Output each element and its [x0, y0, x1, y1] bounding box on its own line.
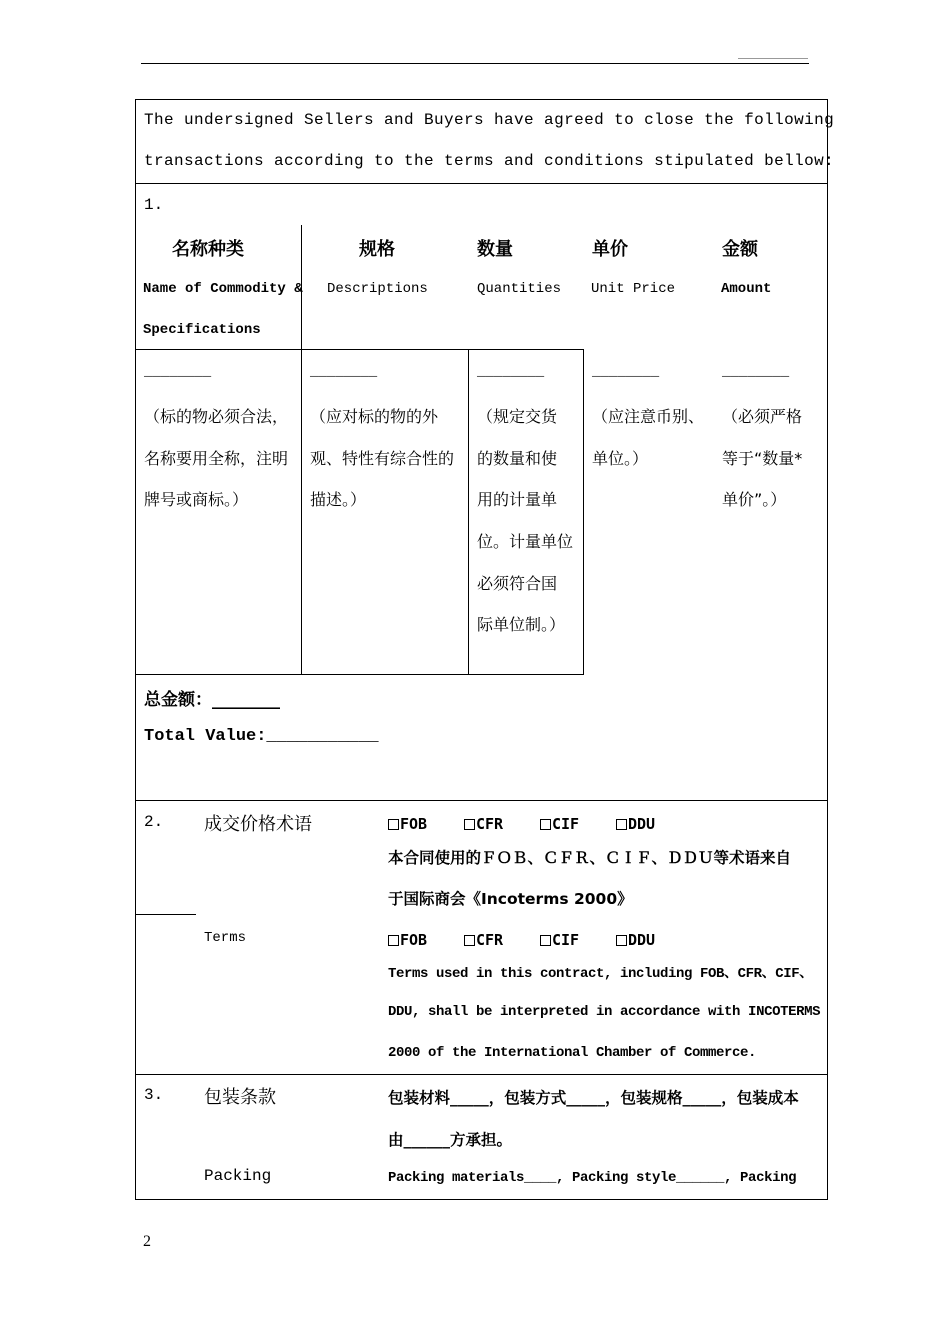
grid-v2: [468, 349, 469, 674]
header-en-descriptions: Descriptions: [327, 281, 428, 297]
total-value-en[interactable]: Total Value:___________: [144, 727, 379, 746]
header-en-amount: Amount: [721, 281, 772, 297]
checkbox-cif-en[interactable]: CIF: [540, 931, 579, 949]
section2-en-line-2: DDU, shall be interpreted in accordance with INCOTERMS: [388, 1004, 821, 1020]
page-number: 2: [143, 1233, 151, 1250]
section2-number: 2.: [144, 813, 164, 831]
note-quantity-3: 用的计量单: [477, 490, 558, 509]
note-commodity-2: 名称要用全称，注明: [144, 449, 289, 468]
section1-number: 1.: [144, 196, 164, 214]
note-specs-1: （应对标的物的外: [310, 407, 439, 426]
divider-section2: [135, 800, 828, 801]
header-accent-rule: [738, 58, 808, 59]
blank-specs[interactable]: ________: [310, 364, 378, 380]
note-quantity-1: （规定交货: [477, 407, 558, 426]
header-zh-specs: 规格: [359, 239, 395, 260]
note-quantity-5: 必须符合国: [477, 574, 558, 593]
checkbox-icon: [464, 935, 475, 946]
checkbox-fob-en[interactable]: FOB: [388, 931, 427, 949]
note-specs-3: 描述。）: [310, 490, 367, 509]
section3-title-zh: 包装条款: [204, 1087, 276, 1108]
section2-short-rule: [135, 914, 196, 915]
section2-en-line-3: 2000 of the International Chamber of Commerce.: [388, 1045, 757, 1061]
grid-v3: [583, 349, 584, 674]
header-zh-amount: 金额: [722, 239, 758, 260]
section3-zh-line-1: 包装材料_____，包装方式_____，包装规格_____，包装成本: [388, 1089, 799, 1107]
divider-intro: [135, 183, 828, 184]
checkbox-icon: [388, 935, 399, 946]
total-value-zh[interactable]: 总金额：________: [144, 690, 280, 710]
note-commodity-1: （标的物必须合法，: [144, 407, 289, 426]
header-en-unit-price: Unit Price: [591, 281, 676, 297]
checkbox-icon: [540, 819, 551, 830]
blank-quantity[interactable]: ________: [477, 364, 545, 380]
checkbox-icon: [388, 819, 399, 830]
checkbox-cfr-zh[interactable]: CFR: [464, 815, 503, 833]
blank-unit-price[interactable]: ________: [592, 364, 660, 380]
section2-title-zh: 成交价格术语: [204, 814, 312, 835]
header-en-commodity: Name of Commodity &: [143, 281, 303, 297]
note-specs-2: 观、特性有综合性的: [310, 449, 455, 468]
checkbox-cfr-en[interactable]: CFR: [464, 931, 503, 949]
grid-h-bottom: [135, 674, 584, 675]
checkbox-ddu-en[interactable]: DDU: [616, 931, 655, 949]
note-amount-1: （必须严格: [722, 407, 803, 426]
intro-line-2: transactions according to the terms and conditions stipulated bellow:: [144, 152, 835, 170]
header-zh-commodity: 名称种类: [172, 239, 244, 260]
section2-zh-line-2: 于国际商会《Incoterms 2000》: [388, 890, 633, 908]
header-rule: [141, 63, 809, 64]
note-quantity-2: 的数量和使: [477, 449, 558, 468]
section2-title-en: Terms: [204, 930, 247, 946]
checkbox-icon: [616, 935, 627, 946]
checkbox-icon: [540, 935, 551, 946]
section3-title-en: Packing: [204, 1167, 272, 1185]
note-unit-price-2: 单位。）: [592, 449, 649, 468]
header-en-quantities: Quantities: [477, 281, 562, 297]
note-amount-3: 单价”。）: [722, 490, 787, 509]
checkbox-fob-zh[interactable]: FOB: [388, 815, 427, 833]
section2-en-line-1: Terms used in this contract, including FOB、CFR、CIF、: [388, 966, 813, 982]
checkbox-cif-zh[interactable]: CIF: [540, 815, 579, 833]
blank-amount[interactable]: ________: [722, 364, 790, 380]
section3-number: 3.: [144, 1086, 164, 1104]
grid-h-header: [135, 349, 584, 350]
checkbox-icon: [464, 819, 475, 830]
section3-zh-line-2: 由______方承担。: [388, 1131, 513, 1149]
note-quantity-4: 位。计量单位: [477, 532, 574, 551]
header-zh-quantity: 数量: [477, 239, 513, 260]
note-commodity-3: 牌号或商标。）: [144, 490, 249, 509]
header-en-specifications: Specifications: [143, 322, 261, 338]
blank-commodity[interactable]: ________: [144, 364, 212, 380]
note-quantity-6: 际单位制。）: [477, 615, 566, 634]
section2-zh-line-1: 本合同使用的ＦＯＢ、ＣＦＲ、ＣＩＦ、ＤＤＵ等术语来自: [388, 849, 792, 867]
contract-table: [135, 99, 828, 1200]
header-zh-unit-price: 单价: [592, 239, 628, 260]
note-unit-price-1: （应注意币别、: [592, 407, 705, 426]
divider-section3: [135, 1074, 828, 1075]
checkbox-icon: [616, 819, 627, 830]
intro-line-1: The undersigned Sellers and Buyers have agreed to close the following: [144, 111, 835, 129]
section3-en-line-1: Packing materials____, Packing style______, Packing: [388, 1170, 797, 1186]
checkbox-ddu-zh[interactable]: DDU: [616, 815, 655, 833]
note-amount-2: 等于“数量*: [722, 449, 803, 468]
